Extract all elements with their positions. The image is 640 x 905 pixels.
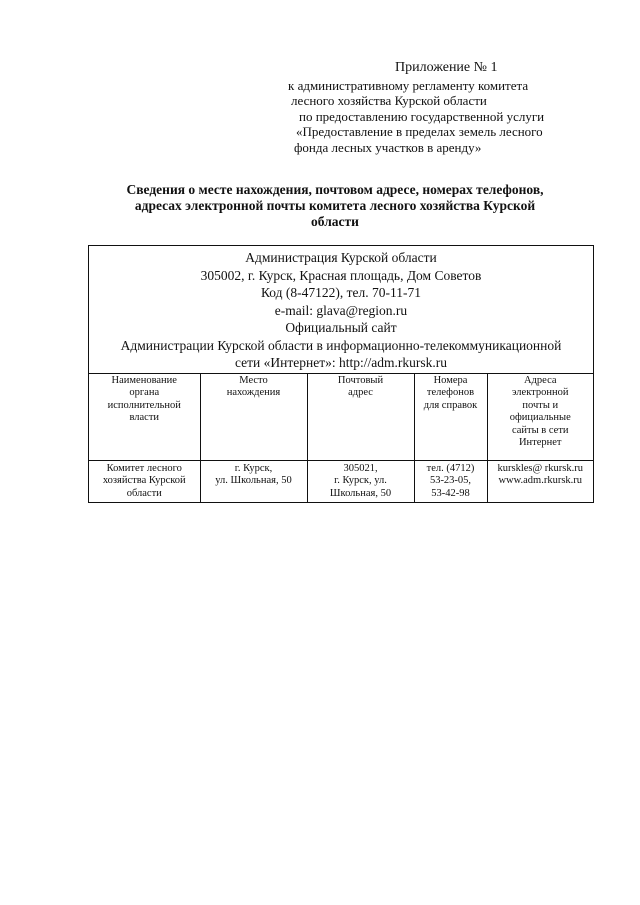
administration-line: Официальный сайт bbox=[285, 320, 397, 335]
cell-location: г. Курск, ул. Школьная, 50 bbox=[200, 460, 307, 502]
cell-phones: тел. (4712) 53-23-05, 53-42-98 bbox=[414, 460, 487, 502]
heading-line: области bbox=[311, 214, 359, 229]
administration-info bbox=[89, 246, 593, 373]
contact-table bbox=[89, 373, 593, 502]
appendix-line: лесного хозяйства Курской области bbox=[291, 93, 487, 108]
appendix-line: по предоставлению государственной услуги bbox=[299, 108, 545, 124]
heading-line: адресах электронной почты комитета лесного хозяйства Курской bbox=[134, 198, 536, 213]
contact-info-box bbox=[88, 245, 594, 503]
administration-email: e-mail: glava@region.ru bbox=[274, 302, 408, 318]
heading-line: Сведения о месте нахождения, почтовом адресе, номерах телефонов, bbox=[126, 182, 544, 197]
appendix-line: фонда лесных участков в аренду» bbox=[294, 139, 482, 155]
administration-line: Администрации Курской области в информационно-телекоммуникационной bbox=[120, 337, 562, 353]
header-cell-phones: Номера телефонов для справок bbox=[414, 373, 487, 460]
header-cell-email-websites: Адреса электронной почты и официальные сайты в сети Интернет bbox=[487, 373, 593, 460]
appendix-line: «Предоставление в пределах земель лесного bbox=[296, 124, 543, 139]
header-cell-postal-address: Почтовый адрес bbox=[307, 373, 414, 460]
table-row bbox=[89, 460, 593, 502]
header-cell-authority-name: Наименование органа исполнительной власти bbox=[89, 373, 200, 460]
administration-website: сети «Интернет»: http://adm.rkursk.ru bbox=[235, 355, 447, 370]
cell-postal-address: 305021, г. Курск, ул. Школьная, 50 bbox=[307, 460, 414, 502]
table-header-row bbox=[89, 373, 593, 460]
appendix-title: Приложение № 1 bbox=[395, 60, 498, 75]
cell-email-websites: kurskles@ rkursk.ru www.adm.rkursk.ru bbox=[487, 460, 593, 502]
administration-line: Код (8-47122), тел. 70-11-71 bbox=[260, 285, 422, 300]
appendix-line: к административному регламенту комитета bbox=[288, 77, 529, 93]
document-heading bbox=[95, 182, 575, 230]
cell-authority-name: Комитет лесного хозяйства Курской области bbox=[89, 460, 200, 502]
header-cell-location: Место нахождения bbox=[200, 373, 307, 460]
administration-line: Администрация Курской области bbox=[245, 250, 437, 265]
appendix-block bbox=[285, 60, 605, 155]
administration-line: 305002, г. Курск, Красная площадь, Дом Советов bbox=[200, 267, 482, 283]
